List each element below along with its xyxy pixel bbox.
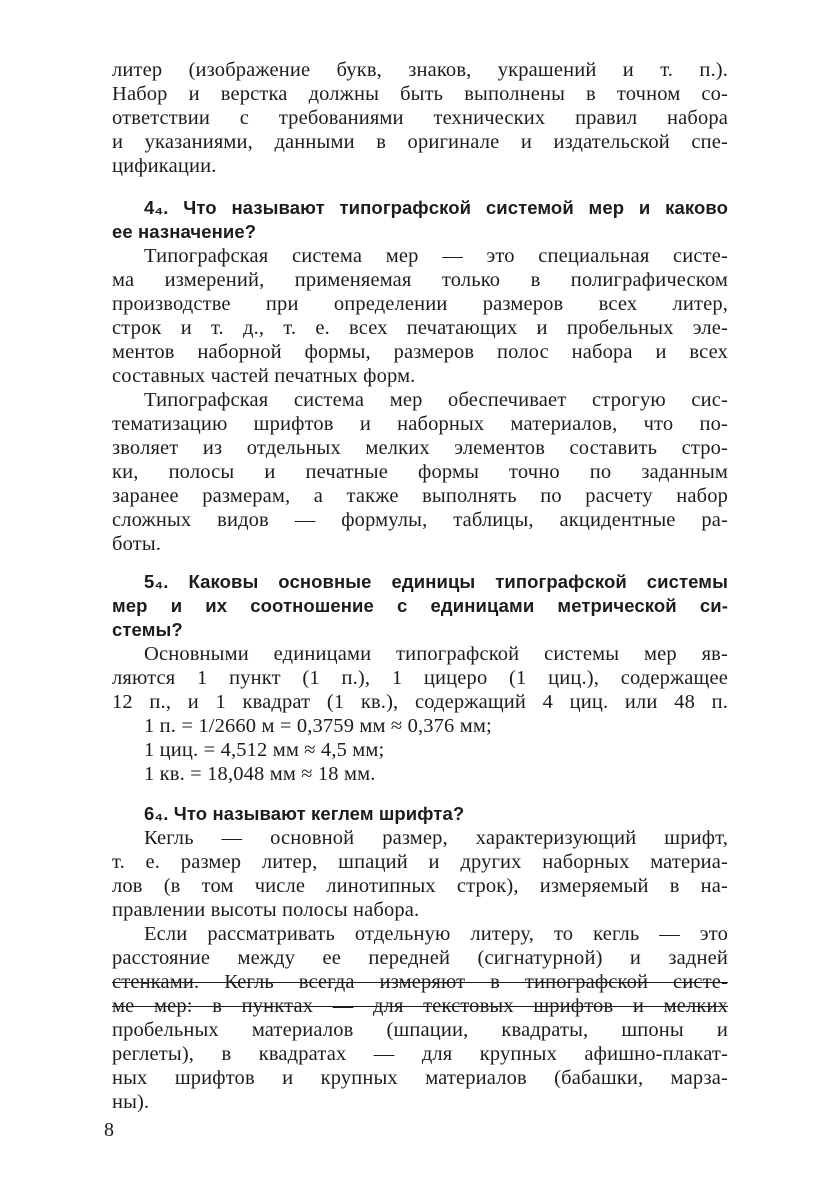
- heading-line: 4₄. Что называют типографской системой мер и каково: [144, 197, 728, 218]
- question-6-heading: [144, 802, 728, 826]
- q6-paragraph-1-first: [144, 826, 728, 850]
- text-line: реглеты), в квадратах — для крупных афишно-плакат-: [112, 1043, 728, 1065]
- heading-line: 5₄. Каковы основные единицы типографской системы: [144, 571, 728, 592]
- text-line: пробельных материалов (шпации, квадраты, шпоны и: [112, 1019, 728, 1041]
- text-line: Если рассматривать отдельную литеру, то кегль — это: [144, 923, 728, 945]
- unit-formulas: [144, 714, 728, 786]
- text-line: Набор и верстка должны быть выполнены в точном со-: [112, 83, 728, 105]
- q4-paragraph-1-first: [144, 244, 728, 268]
- intro-paragraph: [112, 58, 728, 178]
- q4-paragraph-1: [112, 268, 728, 388]
- text-line: ма измерений, применяемая только в полиграфическом: [112, 269, 728, 291]
- text-line: составных частей печатных форм.: [112, 365, 416, 387]
- question-4-heading-cont: [112, 220, 728, 244]
- text-line: производстве при определении размеров всех литер,: [112, 293, 728, 315]
- text-line-struck: стенками. Кегль всегда измеряют в типографской систе-: [112, 971, 728, 993]
- text-line: ки, полосы и печатные формы точно по заданным: [112, 461, 728, 483]
- text-line: Основными единицами типографской системы мер яв-: [144, 643, 728, 665]
- formula-line: 1 кв. = 18,048 мм ≈ 18 мм.: [144, 763, 376, 785]
- q6-paragraph-2-first: [144, 922, 728, 946]
- q6-paragraph-2: [112, 946, 728, 1114]
- text-line: расстояние между ее передней (сигнатурной) и задней: [112, 947, 728, 969]
- text-line: т. е. размер литер, шпаций и других наборных материа-: [112, 851, 728, 873]
- question-5-heading: [144, 570, 728, 594]
- text-line: ответствии с требованиями технических правил набора: [112, 107, 728, 129]
- text-line: заранее размерам, а также выполнять по расчету набор: [112, 485, 728, 507]
- heading-line: мер и их соотношение с единицами метрической си-: [112, 595, 728, 616]
- text-line: 12 п., и 1 квадрат (1 кв.), содержащий 4 циц. или 48 п.: [112, 691, 728, 713]
- text-line: цификации.: [112, 155, 217, 177]
- text-line: ляются 1 пункт (1 п.), 1 цицеро (1 циц.), содержащее: [112, 667, 728, 689]
- q5-paragraph-1: [112, 666, 728, 714]
- heading-line: 6₄. Что называют кеглем шрифта?: [144, 803, 465, 824]
- q5-paragraph-1-first: [144, 642, 728, 666]
- question-4-heading: [144, 196, 728, 220]
- q4-paragraph-2-first: [144, 388, 728, 412]
- question-5-heading-cont: [112, 594, 728, 642]
- text-line-struck: ме мер: в пунктах — для текстовых шрифтов и мелких: [112, 995, 728, 1017]
- text-line: Типографская система мер — это специальная систе-: [144, 245, 728, 267]
- text-line: и указаниями, данными в оригинале и издательской спе-: [112, 131, 728, 153]
- page-number: 8: [104, 1119, 114, 1141]
- heading-line: стемы?: [112, 619, 183, 640]
- text-line: зволяет из отдельных мелких элементов составить стро-: [112, 437, 728, 459]
- formula-line: 1 п. = 1/2660 м = 0,3759 мм ≈ 0,376 мм;: [144, 715, 492, 737]
- text-line: литер (изображение букв, знаков, украшений и т. п.).: [112, 59, 728, 81]
- text-line: ных шрифтов и крупных материалов (бабашки, марза-: [112, 1067, 728, 1089]
- text-line: строк и т. д., т. е. всех печатающих и пробельных эле-: [112, 317, 728, 339]
- text-line: Типографская система мер обеспечивает строгую сис-: [144, 389, 728, 411]
- text-line: ны).: [112, 1091, 150, 1113]
- text-line: Кегль — основной размер, характеризующий шрифт,: [144, 827, 728, 849]
- text-line: тематизацию шрифтов и наборных материалов, что по-: [112, 413, 728, 435]
- q4-paragraph-2: [112, 412, 728, 556]
- text-line: сложных видов — формулы, таблицы, акцидентные ра-: [112, 509, 728, 531]
- formula-line: 1 циц. = 4,512 мм ≈ 4,5 мм;: [144, 739, 385, 761]
- text-line: правлении высоты полосы набора.: [112, 899, 420, 921]
- text-line: ментов наборной формы, размеров полос набора и всех: [112, 341, 728, 363]
- heading-line: ее назначение?: [112, 221, 257, 242]
- text-line: боты.: [112, 533, 162, 555]
- text-line: лов (в том числе линотипных строк), измеряемый в на-: [112, 875, 728, 897]
- q6-paragraph-1: [112, 850, 728, 922]
